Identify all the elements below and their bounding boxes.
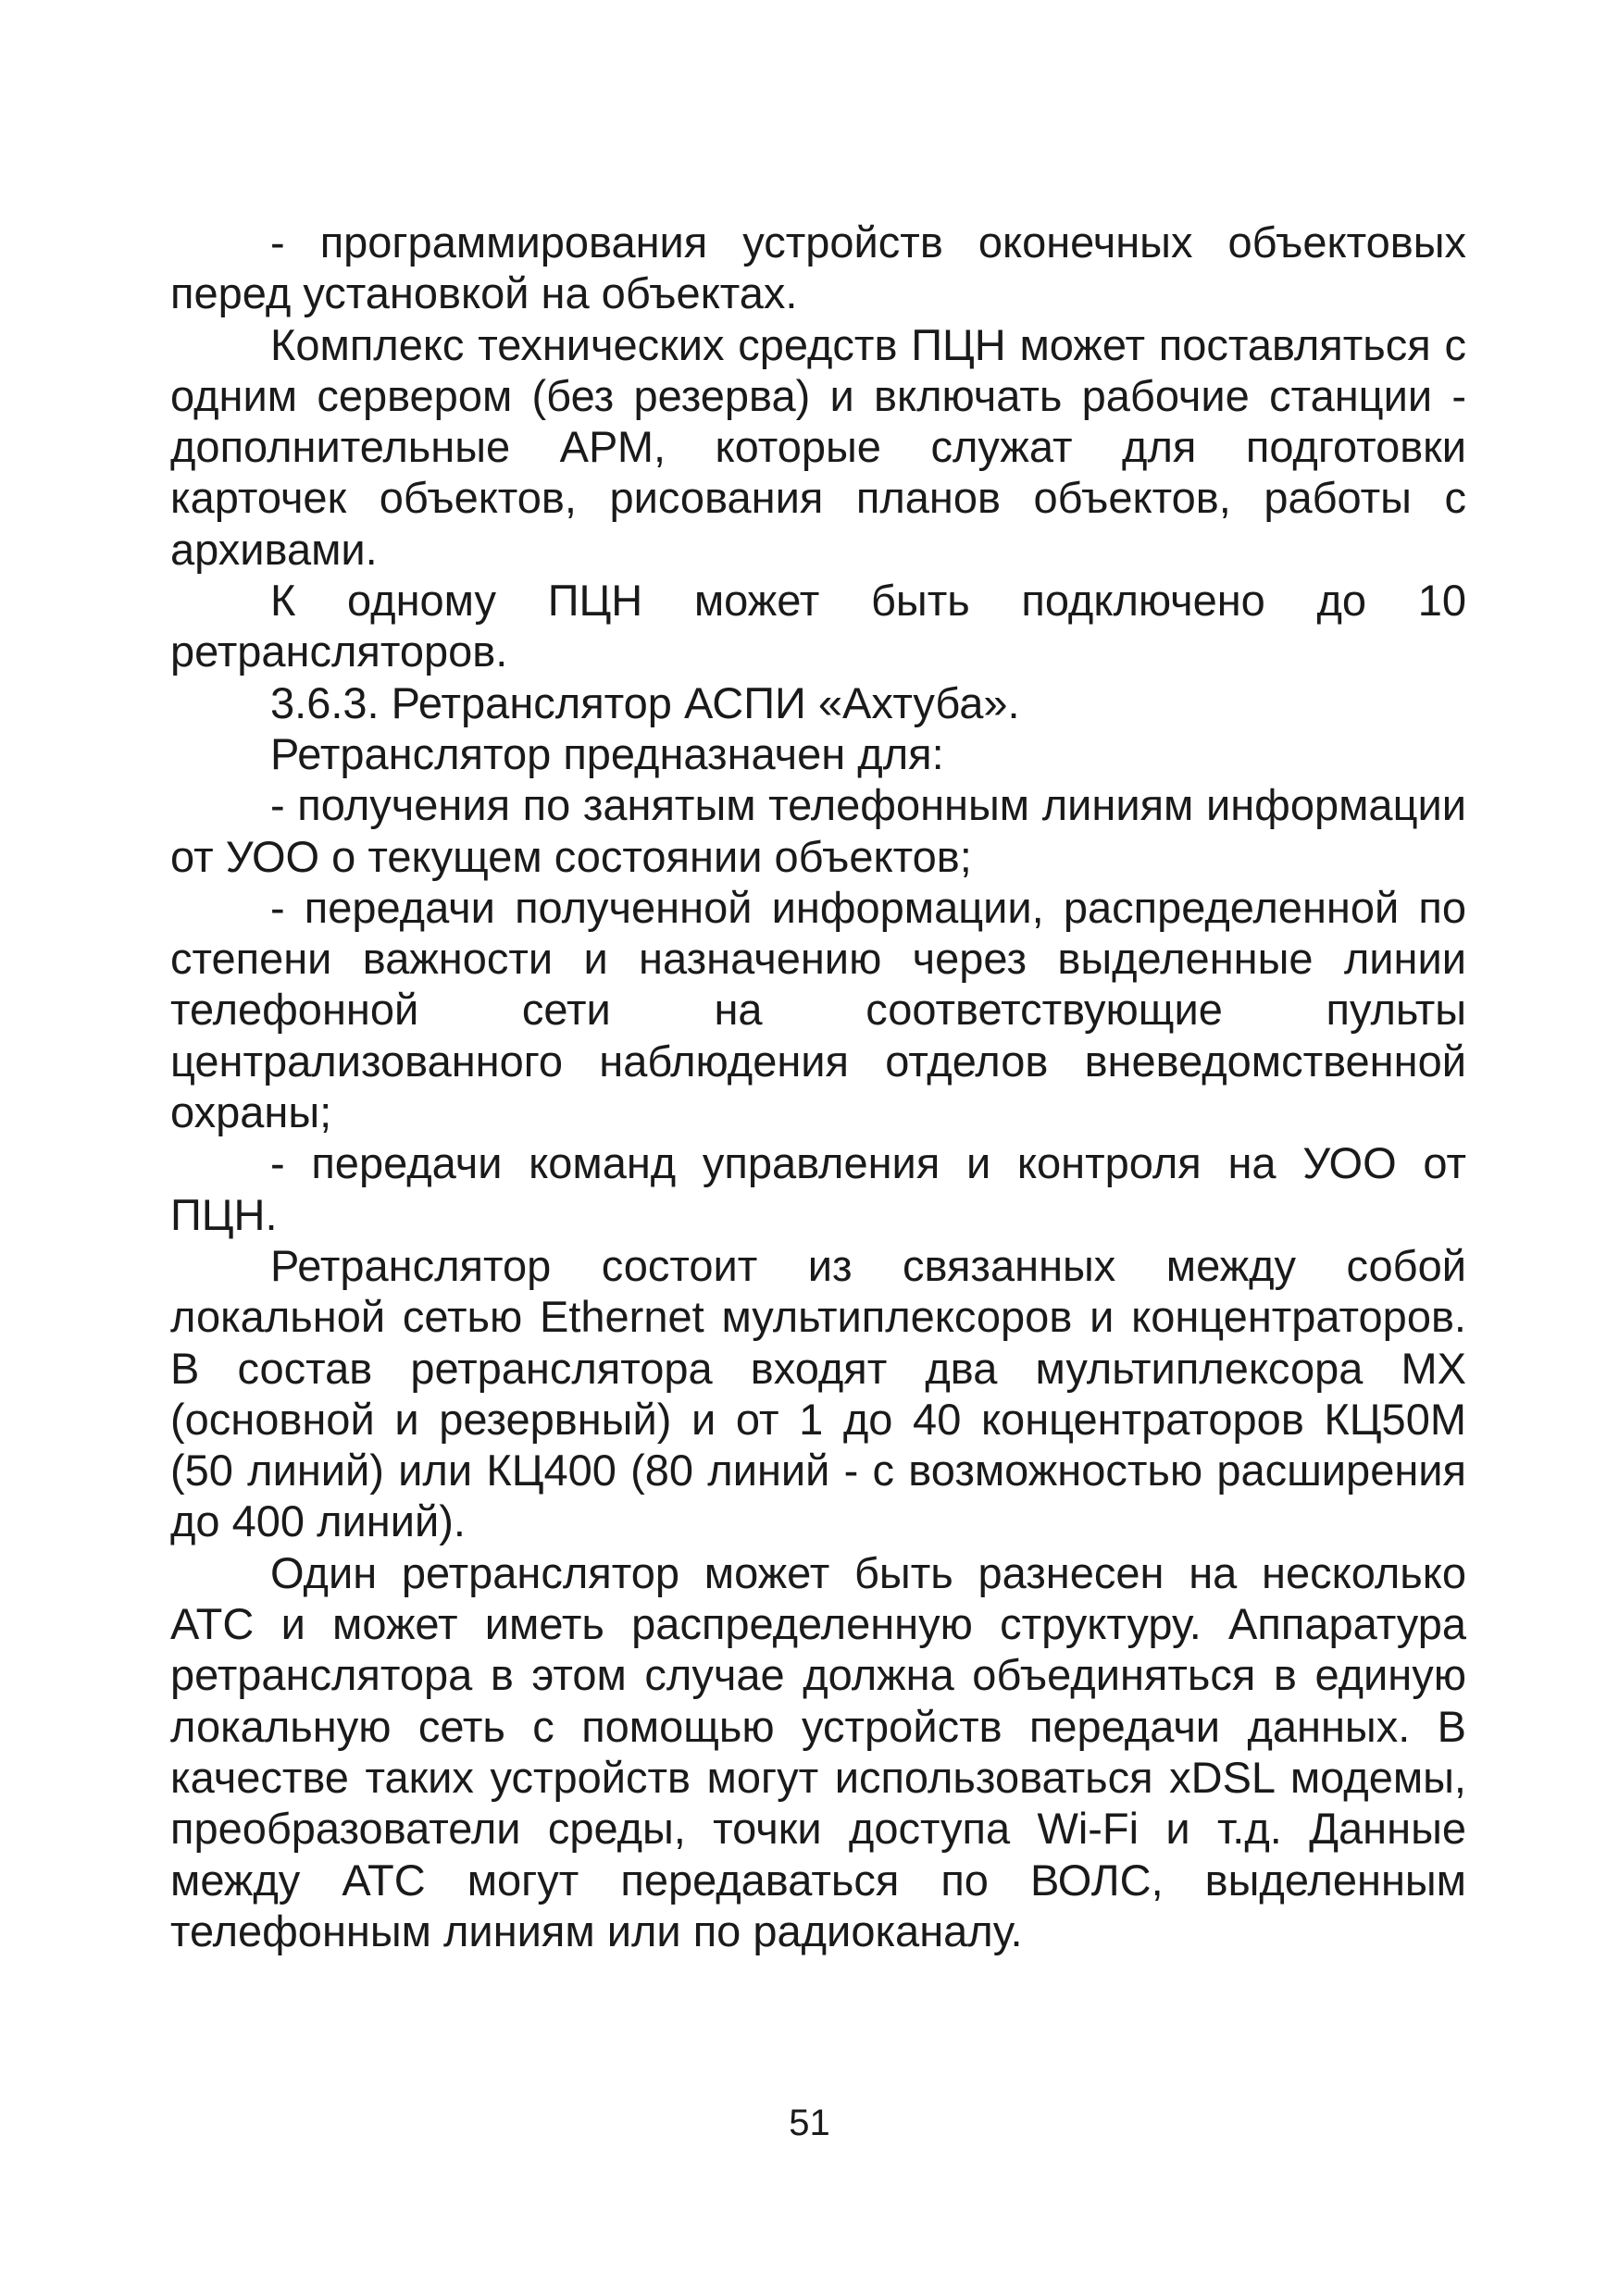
page-number: 51: [789, 2103, 830, 2143]
paragraph-complex: Комплекс технических средств ПЦН может поставляться с одним сервером (без резерва) и включать рабочие станции - дополнительные АРМ, которые служат для подготовки карточек объектов, рисования планов объектов, работы с архивами.: [170, 319, 1466, 574]
section-heading: 3.6.3. Ретранслятор АСПИ «Ахтуба».: [270, 677, 1020, 727]
paragraph-transmit: - передачи полученной информации, распределенной по степени важности и назначению через выделенные линии телефонной сети на соответствующие пульты централизованного наблюдения отделов вневедомственной охраны;: [170, 882, 1466, 1137]
paragraph-receive: - получения по занятым телефонным линиям информации от УОО о текущем состоянии объектов;: [170, 780, 1466, 881]
paragraph-distributed: Один ретранслятор может быть разнесен на несколько АТС и может иметь распределенную структуру. Аппаратура ретранслятора в этом случае должна объединяться в единую локальную сеть с помощью устройств передачи данных. В качестве таких устройств могут использоваться xDSL модемы, преобразователи среды, точки доступа Wi-Fi и т.д. Данные между АТС могут передаваться по ВОЛС, выделенным телефонным линиям или по радиоканалу.: [170, 1547, 1466, 1955]
paragraph-commands: - передачи команд управления и контроля на УОО от ПЦН.: [170, 1138, 1466, 1239]
paragraph-retranslator-count: К одному ПЦН может быть подключено до 10 ретрансляторов.: [170, 576, 1466, 676]
document-body: [170, 217, 1466, 1956]
paragraph-programming: - программирования устройств оконечных объектовых перед установкой на объектах.: [170, 217, 1466, 318]
paragraph-composition: Ретранслятор состоит из связанных между собой локальной сетью Ethernet мультиплексоров и концентраторов. В состав ретранслятора входят два мультиплексора МХ (основной и резервный) и от 1 до 40 концентраторов КЦ50М (50 линий) или КЦ400 (80 линий - с возможностью расширения до 400 линий).: [170, 1240, 1466, 1546]
paragraph-purpose-intro: Ретранслятор предназначен для:: [270, 728, 944, 778]
